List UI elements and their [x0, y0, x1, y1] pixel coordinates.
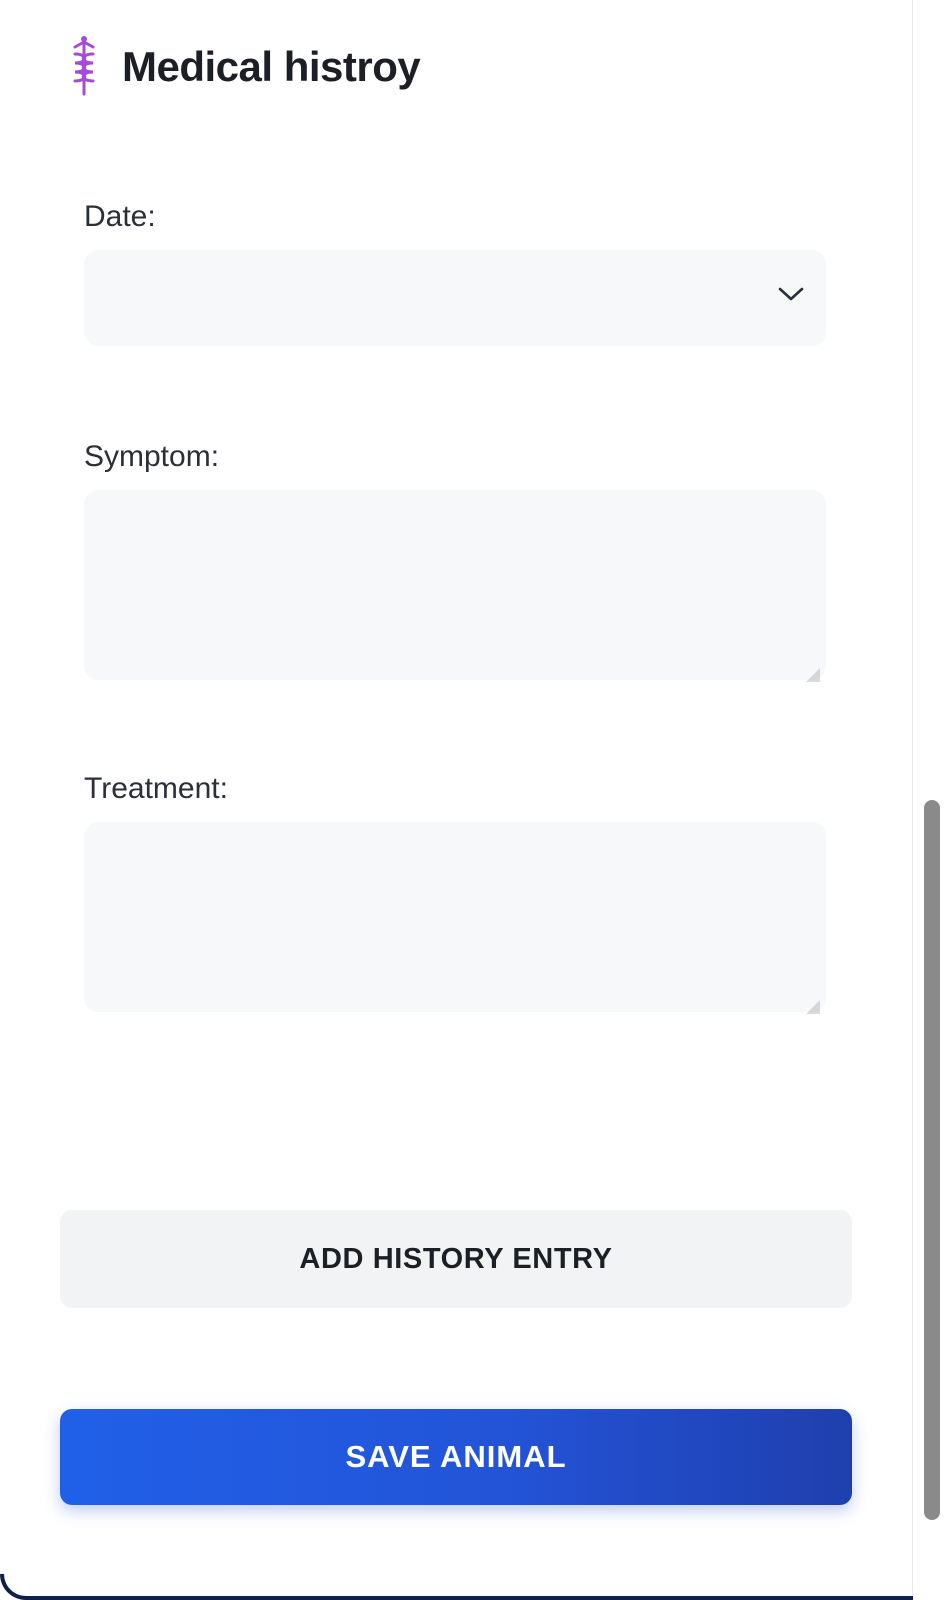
symptom-input-wrap [84, 490, 826, 685]
field-label-date: Date: [84, 200, 156, 233]
chevron-down-icon[interactable] [778, 286, 804, 302]
field-treatment [84, 772, 826, 1017]
scrollbar-thumb[interactable] [924, 800, 940, 1520]
vertical-scrollbar[interactable] [913, 0, 945, 1600]
treatment-input-wrap [84, 822, 826, 1017]
save-animal-button[interactable]: SAVE ANIMAL [60, 1409, 852, 1505]
field-label-treatment: Treatment: [84, 772, 228, 805]
page-title: Medical histroy [122, 43, 421, 90]
field-date [84, 200, 826, 346]
date-select[interactable] [84, 250, 826, 346]
field-label-symptom: Symptom: [84, 440, 220, 473]
add-history-entry-button[interactable]: ADD HISTORY ENTRY [60, 1210, 852, 1308]
caduceus-icon [62, 36, 106, 98]
resize-handle-symptom[interactable] [806, 668, 820, 682]
field-symptom [84, 440, 826, 685]
page-header [62, 36, 420, 98]
treatment-textarea[interactable] [84, 822, 826, 1012]
resize-handle-treatment[interactable] [806, 1000, 820, 1014]
symptom-textarea[interactable] [84, 490, 826, 680]
